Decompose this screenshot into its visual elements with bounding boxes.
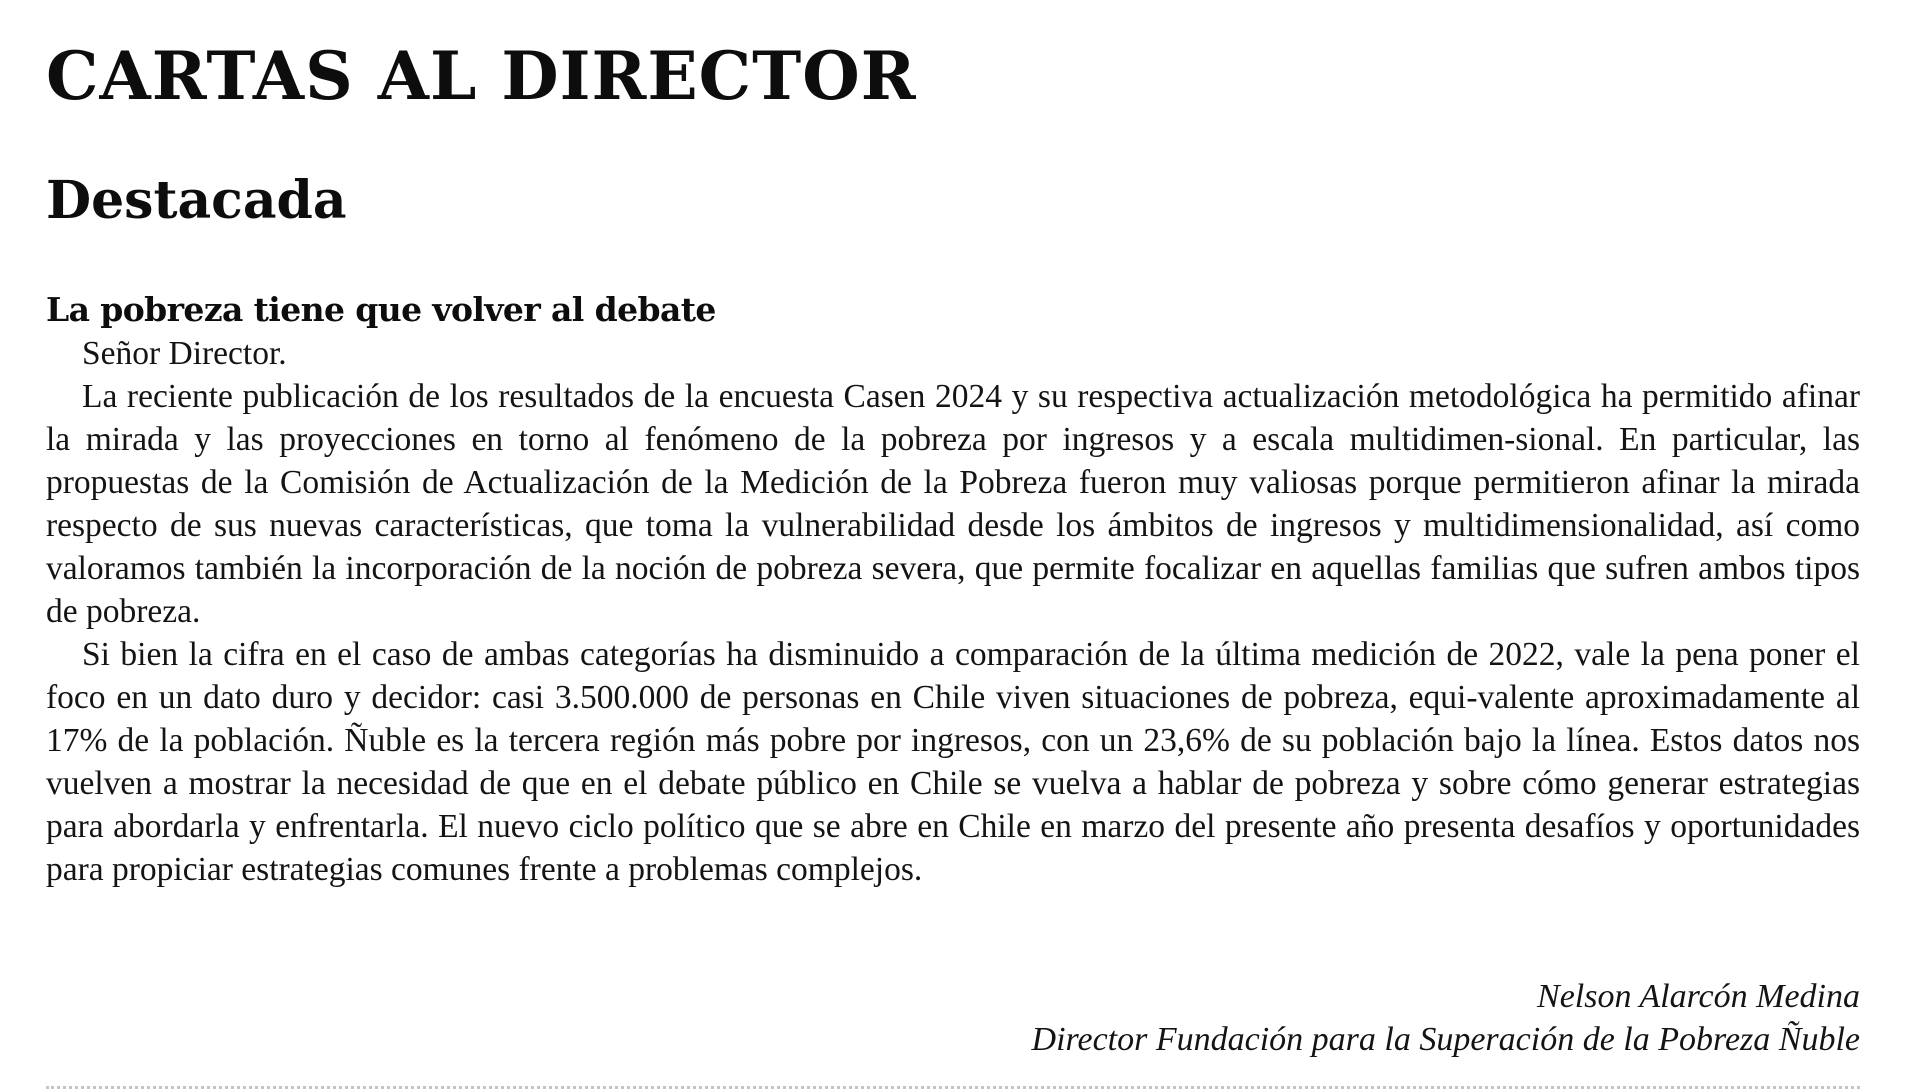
bottom-divider	[46, 1086, 1860, 1089]
letter-salutation: Señor Director.	[82, 335, 287, 372]
signature-name: Nelson Alarcón Medina	[1537, 978, 1860, 1015]
letter-heading: La pobreza tiene que volver al debate	[46, 290, 716, 329]
section-title: CARTAS AL DIRECTOR	[46, 37, 917, 115]
subsection-title: Destacada	[46, 170, 347, 231]
signature-title: Director Fundación para la Superación de la Pobreza Ñuble	[1031, 1021, 1860, 1058]
letter-paragraph-1: La reciente publicación de los resultados de la encuesta Casen 2024 y su respectiva actualización metodológica ha permitido afinar la mirada y las proyecciones en torno al fenómeno de la pobreza por ingresos y a escala multidimen-sional. En particular, las propuestas de la Comisión de Actualización de la Medición de la Pobreza fueron muy valiosas porque permitieron afinar la mirada respecto de sus nuevas características, que toma la vulnerabilidad desde los ámbitos de ingresos y multidimensionalidad, así como valoramos también la incorporación de la noción de pobreza severa, que permite focalizar en aquellas familias que sufren ambos tipos de pobreza.	[46, 378, 1860, 630]
letter-signature	[1032, 975, 1860, 1061]
letter-paragraph-2: Si bien la cifra en el caso de ambas categorías ha disminuido a comparación de la última medición de 2022, vale la pena poner el foco en un dato duro y decidor: casi 3.500.000 de personas en Chile viven situaciones de pobreza, equi-valente aproximadamente al 17% de la población. Ñuble es la tercera región más pobre por ingresos, con un 23,6% de su población bajo la línea. Estos datos nos vuelven a mostrar la necesidad de que en el debate público en Chile se vuelva a hablar de pobreza y sobre cómo generar estrategias para abordarla y enfrentarla. El nuevo ciclo político que se abre en Chile en marzo del presente año presenta desafíos y oportunidades para propiciar estrategias comunes frente a problemas complejos.	[46, 636, 1860, 888]
letter-body	[46, 332, 1860, 891]
featured-letter	[46, 288, 1860, 891]
